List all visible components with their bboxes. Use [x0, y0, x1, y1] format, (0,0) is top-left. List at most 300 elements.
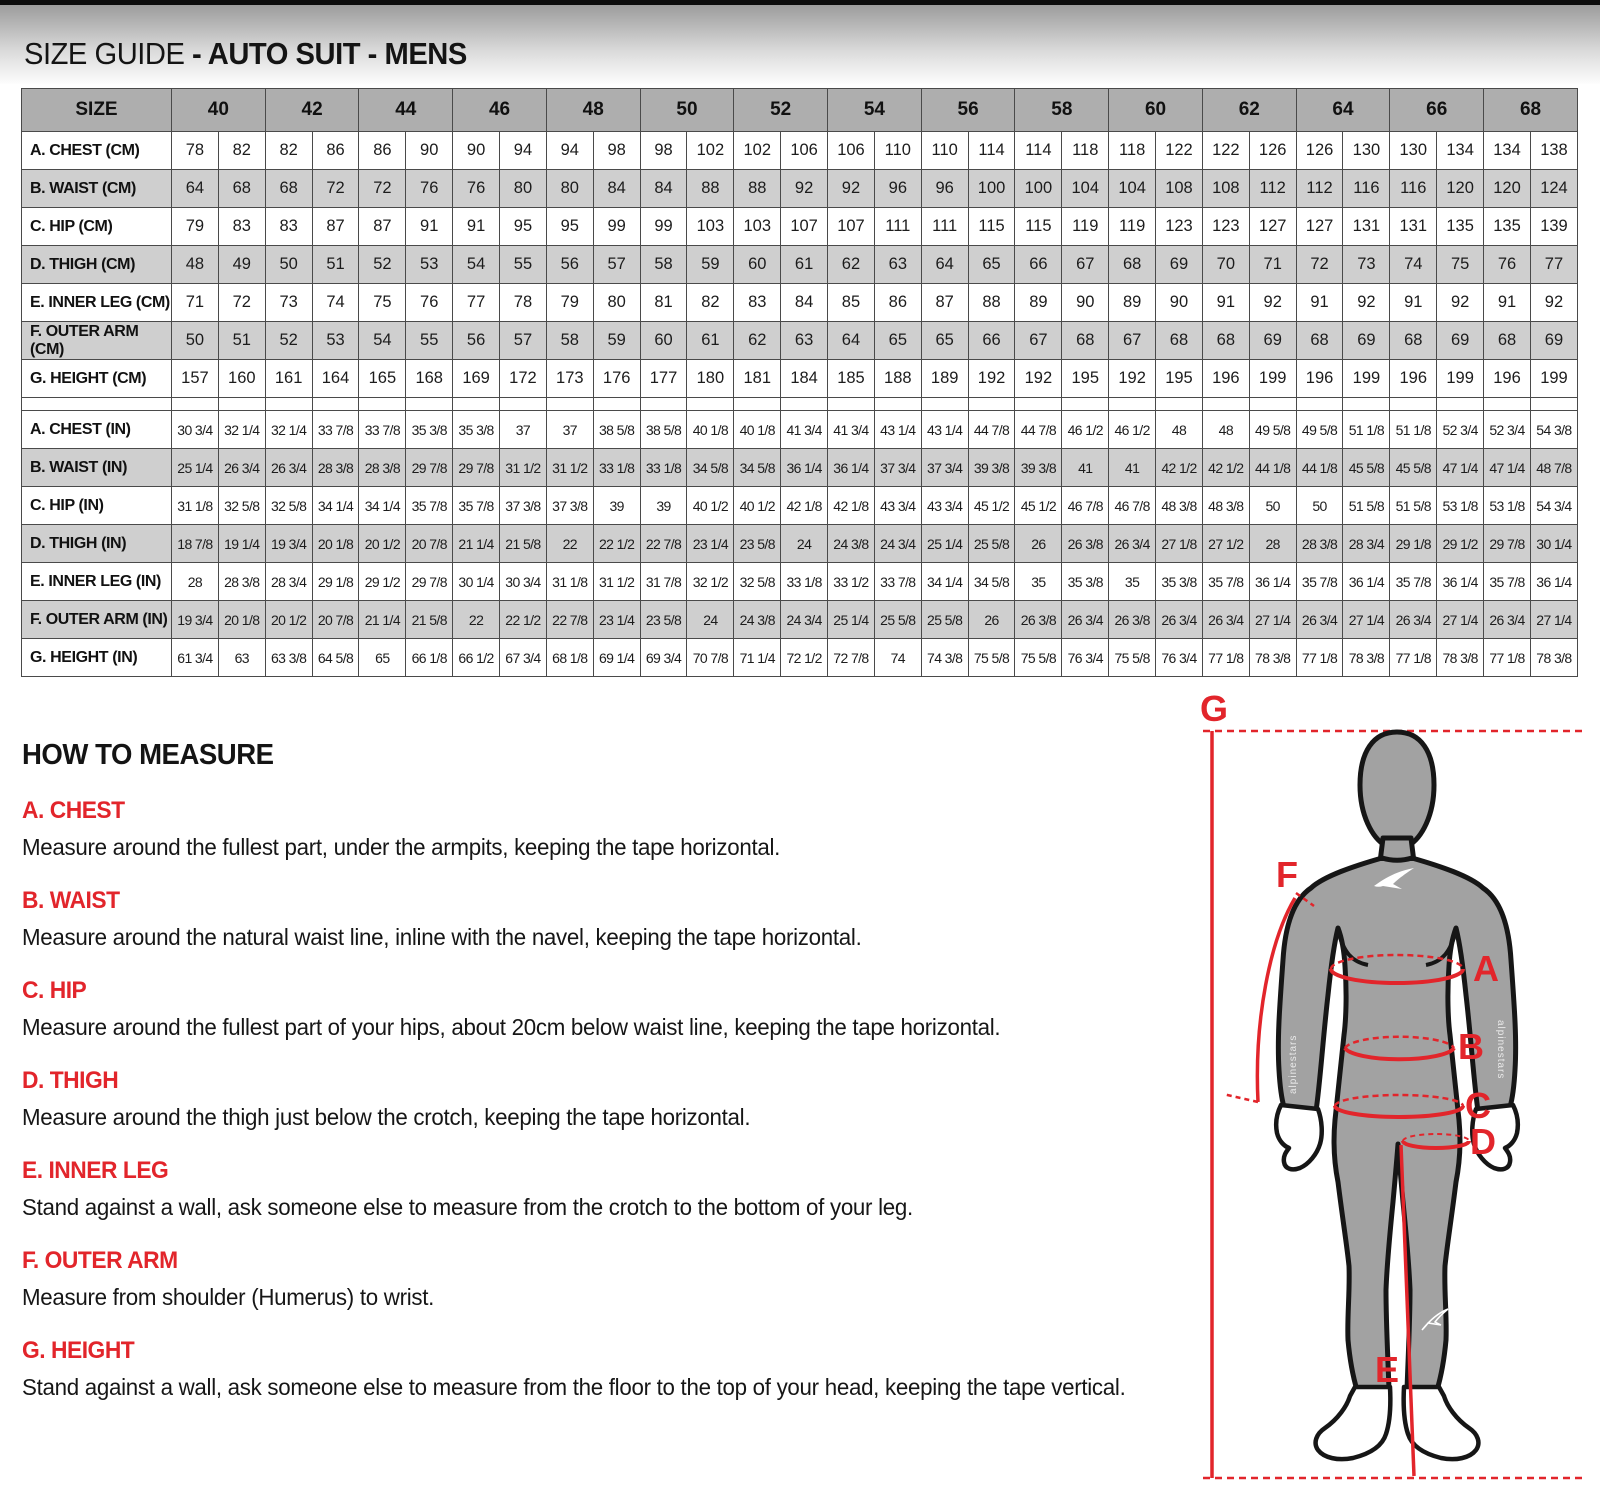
- size-value-cell: 67: [1062, 246, 1109, 284]
- size-value-cell: 49: [218, 246, 265, 284]
- alpinestars-sleeve-text-left: alpinestars: [1288, 1034, 1299, 1094]
- size-value-cell: 76: [406, 170, 453, 208]
- size-value-cell: 35 3/8: [406, 411, 453, 449]
- row-label: E. INNER LEG (CM): [22, 284, 172, 322]
- size-value-cell: 73: [1343, 246, 1390, 284]
- size-value-cell: 78: [172, 132, 219, 170]
- size-value-cell: 24 3/4: [781, 601, 828, 639]
- size-value-cell: 65: [921, 322, 968, 360]
- size-value-cell: 70: [1202, 246, 1249, 284]
- size-table-row: [22, 411, 1578, 449]
- size-value-cell: 88: [734, 170, 781, 208]
- size-value-cell: 75 5/8: [968, 639, 1015, 677]
- size-value-cell: 185: [828, 360, 875, 398]
- size-value-cell: 127: [1296, 208, 1343, 246]
- size-value-cell: 27 1/4: [1437, 601, 1484, 639]
- size-value-cell: 199: [1530, 360, 1577, 398]
- measure-item: [22, 1157, 1182, 1222]
- size-value-cell: 68: [1296, 322, 1343, 360]
- size-value-cell: 45 1/2: [1015, 487, 1062, 525]
- size-value-cell: 180: [687, 360, 734, 398]
- size-value-cell: 83: [218, 208, 265, 246]
- left-boot: [1316, 1387, 1391, 1459]
- size-value-cell: 75 5/8: [1015, 639, 1062, 677]
- size-column-header: 58: [1015, 89, 1109, 132]
- size-value-cell: 64: [921, 246, 968, 284]
- size-value-cell: 54: [453, 246, 500, 284]
- size-value-cell: 104: [1062, 170, 1109, 208]
- measure-item-description: Measure around the thigh just below the crotch, keeping the tape horizontal.: [22, 1104, 751, 1130]
- measure-item-description: Stand against a wall, ask someone else to measure from the floor to the top of your head, keeping the tape vertical.: [22, 1374, 1126, 1400]
- size-value-cell: 42 1/2: [1156, 449, 1203, 487]
- size-value-cell: 30 3/4: [500, 563, 547, 601]
- size-value-cell: 126: [1296, 132, 1343, 170]
- size-value-cell: 107: [781, 208, 828, 246]
- size-value-cell: 74: [312, 284, 359, 322]
- size-value-cell: 35: [1109, 563, 1156, 601]
- size-value-cell: 92: [828, 170, 875, 208]
- size-value-cell: 57: [593, 246, 640, 284]
- size-value-cell: 28 3/4: [265, 563, 312, 601]
- size-value-cell: 60: [640, 322, 687, 360]
- size-value-cell: 82: [687, 284, 734, 322]
- size-value-cell: 91: [1202, 284, 1249, 322]
- size-value-cell: 65: [874, 322, 921, 360]
- size-value-cell: 32 5/8: [218, 487, 265, 525]
- size-value-cell: 77 1/8: [1202, 639, 1249, 677]
- size-value-cell: 46 7/8: [1109, 487, 1156, 525]
- measure-item-heading: D. THIGH: [22, 1067, 119, 1094]
- size-value-cell: 45 5/8: [1343, 449, 1390, 487]
- size-value-cell: 52: [265, 322, 312, 360]
- size-value-cell: 118: [1062, 132, 1109, 170]
- size-value-cell: 40 1/8: [734, 411, 781, 449]
- measure-item-description: Measure from shoulder (Humerus) to wrist.: [22, 1284, 435, 1310]
- size-table-row: [22, 246, 1578, 284]
- size-value-cell: 29 1/2: [1437, 525, 1484, 563]
- size-value-cell: 40 1/2: [734, 487, 781, 525]
- size-column-header: 62: [1202, 89, 1296, 132]
- size-value-cell: 90: [1062, 284, 1109, 322]
- size-value-cell: 35 3/8: [1156, 563, 1203, 601]
- right-boot: [1404, 1387, 1479, 1459]
- size-column-header: 64: [1296, 89, 1390, 132]
- size-value-cell: 57: [500, 322, 547, 360]
- size-value-cell: 37 3/8: [546, 487, 593, 525]
- size-value-cell: 41: [1062, 449, 1109, 487]
- size-value-cell: 19 1/4: [218, 525, 265, 563]
- size-value-cell: 195: [1062, 360, 1109, 398]
- size-value-cell: 74: [1390, 246, 1437, 284]
- size-value-cell: 168: [406, 360, 453, 398]
- size-value-cell: 177: [640, 360, 687, 398]
- size-value-cell: 36 1/4: [1530, 563, 1577, 601]
- size-value-cell: 37 3/4: [874, 449, 921, 487]
- size-value-cell: 28: [172, 563, 219, 601]
- size-value-cell: 195: [1156, 360, 1203, 398]
- size-value-cell: 45 1/2: [968, 487, 1015, 525]
- size-value-cell: 91: [1296, 284, 1343, 322]
- size-value-cell: 196: [1390, 360, 1437, 398]
- size-value-cell: 34 5/8: [968, 563, 1015, 601]
- size-value-cell: 107: [828, 208, 875, 246]
- size-value-cell: 31 1/2: [500, 449, 547, 487]
- size-value-cell: 67: [1015, 322, 1062, 360]
- size-column-header: 44: [359, 89, 453, 132]
- size-value-cell: 85: [828, 284, 875, 322]
- size-value-cell: 192: [1109, 360, 1156, 398]
- size-table-row: [22, 132, 1578, 170]
- figure-label-hip: C: [1465, 1085, 1491, 1126]
- size-value-cell: 39: [593, 487, 640, 525]
- size-value-cell: 61 3/4: [172, 639, 219, 677]
- size-value-cell: 65: [968, 246, 1015, 284]
- size-value-cell: 122: [1202, 132, 1249, 170]
- size-value-cell: 27 1/4: [1343, 601, 1390, 639]
- size-value-cell: 111: [874, 208, 921, 246]
- row-label: B. WAIST (CM): [22, 170, 172, 208]
- size-value-cell: 48: [1156, 411, 1203, 449]
- size-value-cell: 68: [1156, 322, 1203, 360]
- size-value-cell: 172: [500, 360, 547, 398]
- measure-item: [22, 887, 1182, 952]
- measure-item: [22, 797, 1182, 862]
- size-value-cell: 39 3/8: [968, 449, 1015, 487]
- size-value-cell: 28 3/4: [1343, 525, 1390, 563]
- size-value-cell: 21 1/4: [359, 601, 406, 639]
- size-value-cell: 56: [546, 246, 593, 284]
- row-label: E. INNER LEG (IN): [22, 563, 172, 601]
- size-value-cell: 69 1/4: [593, 639, 640, 677]
- size-value-cell: 60: [734, 246, 781, 284]
- size-value-cell: 77: [453, 284, 500, 322]
- size-value-cell: 90: [406, 132, 453, 170]
- size-column-header: 66: [1390, 89, 1484, 132]
- size-value-cell: 34 5/8: [687, 449, 734, 487]
- size-value-cell: 98: [640, 132, 687, 170]
- measure-item-heading: G. HEIGHT: [22, 1337, 135, 1364]
- size-value-cell: 71: [172, 284, 219, 322]
- size-value-cell: 76: [1484, 246, 1531, 284]
- size-value-cell: 67: [1109, 322, 1156, 360]
- row-label: A. CHEST (IN): [22, 411, 172, 449]
- size-value-cell: 72 1/2: [781, 639, 828, 677]
- size-value-cell: 53: [312, 322, 359, 360]
- size-value-cell: 48 7/8: [1530, 449, 1577, 487]
- figure-head: [1360, 732, 1434, 846]
- size-value-cell: 23 1/4: [687, 525, 734, 563]
- size-value-cell: 189: [921, 360, 968, 398]
- outer-arm-dashed-bottom: [1223, 1094, 1258, 1102]
- size-value-cell: 69: [1530, 322, 1577, 360]
- size-value-cell: 94: [546, 132, 593, 170]
- size-value-cell: 96: [874, 170, 921, 208]
- size-value-cell: 82: [265, 132, 312, 170]
- size-value-cell: 22: [546, 525, 593, 563]
- size-value-cell: 19 3/4: [265, 525, 312, 563]
- size-value-cell: 99: [593, 208, 640, 246]
- size-value-cell: 41: [1109, 449, 1156, 487]
- size-column-header: 56: [921, 89, 1015, 132]
- size-value-cell: 27 1/2: [1202, 525, 1249, 563]
- size-value-cell: 110: [874, 132, 921, 170]
- measure-item: [22, 1337, 1182, 1402]
- size-value-cell: 22 1/2: [593, 525, 640, 563]
- size-value-cell: 75: [359, 284, 406, 322]
- size-value-cell: 169: [453, 360, 500, 398]
- size-value-cell: 32 1/2: [687, 563, 734, 601]
- size-value-cell: 50: [172, 322, 219, 360]
- size-value-cell: 39 3/8: [1015, 449, 1062, 487]
- size-value-cell: 79: [546, 284, 593, 322]
- size-value-cell: 48: [172, 246, 219, 284]
- size-value-cell: 68: [1202, 322, 1249, 360]
- size-value-cell: 72: [312, 170, 359, 208]
- size-value-cell: 22: [453, 601, 500, 639]
- measure-item-description: Measure around the fullest part of your hips, about 20cm below waist line, keeping the tape horizontal.: [22, 1014, 1001, 1040]
- size-value-cell: 26 3/4: [1062, 601, 1109, 639]
- size-column-header: 42: [265, 89, 359, 132]
- row-label: B. WAIST (IN): [22, 449, 172, 487]
- size-value-cell: 26 3/8: [1109, 601, 1156, 639]
- size-value-cell: 69: [1249, 322, 1296, 360]
- size-value-cell: 82: [218, 132, 265, 170]
- size-value-cell: 66 1/2: [453, 639, 500, 677]
- size-value-cell: 34 1/4: [921, 563, 968, 601]
- size-value-cell: 135: [1437, 208, 1484, 246]
- size-value-cell: 37: [500, 411, 547, 449]
- size-value-cell: 98: [593, 132, 640, 170]
- size-value-cell: 124: [1530, 170, 1577, 208]
- size-value-cell: 160: [218, 360, 265, 398]
- size-table-row: [22, 601, 1578, 639]
- size-value-cell: 63: [218, 639, 265, 677]
- size-value-cell: 64: [828, 322, 875, 360]
- size-value-cell: 29 7/8: [1484, 525, 1531, 563]
- size-value-cell: 131: [1390, 208, 1437, 246]
- size-table-row: [22, 563, 1578, 601]
- size-value-cell: 25 1/4: [921, 525, 968, 563]
- measurement-figure: [1192, 690, 1594, 1496]
- size-table-row: [22, 170, 1578, 208]
- size-value-cell: 111: [921, 208, 968, 246]
- size-value-cell: 35 7/8: [406, 487, 453, 525]
- size-value-cell: 199: [1343, 360, 1390, 398]
- size-value-cell: 71 1/4: [734, 639, 781, 677]
- size-value-cell: 106: [828, 132, 875, 170]
- size-value-cell: 86: [359, 132, 406, 170]
- size-value-cell: 36 1/4: [1437, 563, 1484, 601]
- size-value-cell: 68: [1484, 322, 1531, 360]
- size-value-cell: 86: [312, 132, 359, 170]
- size-value-cell: 24 3/4: [874, 525, 921, 563]
- size-value-cell: 165: [359, 360, 406, 398]
- row-label: D. THIGH (CM): [22, 246, 172, 284]
- size-column-header: 54: [828, 89, 922, 132]
- figure-label-waist: B: [1458, 1026, 1484, 1067]
- size-value-cell: 47 1/4: [1437, 449, 1484, 487]
- size-value-cell: 44 7/8: [1015, 411, 1062, 449]
- how-to-measure-section: [22, 739, 1182, 1402]
- size-value-cell: 92: [781, 170, 828, 208]
- size-value-cell: 89: [1015, 284, 1062, 322]
- size-value-cell: 47 1/4: [1484, 449, 1531, 487]
- size-corner-header: SIZE: [22, 89, 172, 132]
- size-value-cell: 54 3/8: [1530, 411, 1577, 449]
- size-value-cell: 196: [1202, 360, 1249, 398]
- size-value-cell: 49 5/8: [1249, 411, 1296, 449]
- size-value-cell: 72 7/8: [828, 639, 875, 677]
- size-value-cell: 56: [453, 322, 500, 360]
- size-column-header: 52: [734, 89, 828, 132]
- size-value-cell: 23 5/8: [734, 525, 781, 563]
- size-value-cell: 51 5/8: [1390, 487, 1437, 525]
- size-value-cell: 35 3/8: [453, 411, 500, 449]
- size-value-cell: 119: [1062, 208, 1109, 246]
- size-table-row: [22, 525, 1578, 563]
- size-value-cell: 19 3/4: [172, 601, 219, 639]
- size-value-cell: 37: [546, 411, 593, 449]
- size-value-cell: 108: [1202, 170, 1249, 208]
- size-value-cell: 70 7/8: [687, 639, 734, 677]
- size-value-cell: 83: [265, 208, 312, 246]
- size-value-cell: 53 1/8: [1437, 487, 1484, 525]
- size-column-header: 50: [640, 89, 734, 132]
- size-value-cell: 77 1/8: [1484, 639, 1531, 677]
- size-value-cell: 32 5/8: [265, 487, 312, 525]
- size-value-cell: 69: [1156, 246, 1203, 284]
- size-value-cell: 77 1/8: [1296, 639, 1343, 677]
- size-value-cell: 29 7/8: [406, 449, 453, 487]
- measure-item: [22, 1247, 1182, 1312]
- row-label: F. OUTER ARM (CM): [22, 322, 172, 360]
- size-column-header: 68: [1484, 89, 1578, 132]
- size-value-cell: 78: [500, 284, 547, 322]
- size-value-cell: 73: [265, 284, 312, 322]
- size-value-cell: 77: [1530, 246, 1577, 284]
- size-value-cell: 51: [218, 322, 265, 360]
- row-label: C. HIP (CM): [22, 208, 172, 246]
- size-value-cell: 96: [921, 170, 968, 208]
- size-value-cell: 26 3/4: [1296, 601, 1343, 639]
- size-value-cell: 33 1/8: [781, 563, 828, 601]
- size-value-cell: 36 1/4: [1249, 563, 1296, 601]
- size-value-cell: 94: [500, 132, 547, 170]
- size-value-cell: 27 1/4: [1530, 601, 1577, 639]
- row-label: F. OUTER ARM (IN): [22, 601, 172, 639]
- size-value-cell: 26 3/4: [1390, 601, 1437, 639]
- size-value-cell: 157: [172, 360, 219, 398]
- size-value-cell: 68: [265, 170, 312, 208]
- size-value-cell: 30 1/4: [453, 563, 500, 601]
- size-value-cell: 68: [218, 170, 265, 208]
- size-value-cell: 29 7/8: [453, 449, 500, 487]
- size-value-cell: 130: [1390, 132, 1437, 170]
- size-value-cell: 61: [781, 246, 828, 284]
- size-value-cell: 72: [218, 284, 265, 322]
- size-value-cell: 29 1/8: [312, 563, 359, 601]
- size-value-cell: 34 1/4: [312, 487, 359, 525]
- size-value-cell: 24: [687, 601, 734, 639]
- row-label: G. HEIGHT (CM): [22, 360, 172, 398]
- figure-label-inner-leg: E: [1375, 1349, 1400, 1390]
- size-value-cell: 126: [1249, 132, 1296, 170]
- size-value-cell: 31 1/8: [546, 563, 593, 601]
- measure-items-list: [22, 797, 1182, 1402]
- size-value-cell: 135: [1484, 208, 1531, 246]
- size-value-cell: 62: [734, 322, 781, 360]
- size-value-cell: 181: [734, 360, 781, 398]
- size-value-cell: 37 3/8: [500, 487, 547, 525]
- size-value-cell: 27 1/4: [1249, 601, 1296, 639]
- size-value-cell: 91: [1484, 284, 1531, 322]
- size-column-header: 60: [1109, 89, 1203, 132]
- size-value-cell: 35 3/8: [1062, 563, 1109, 601]
- size-value-cell: 59: [593, 322, 640, 360]
- size-value-cell: 104: [1109, 170, 1156, 208]
- size-table-row: [22, 487, 1578, 525]
- size-value-cell: 110: [921, 132, 968, 170]
- size-value-cell: 29 1/2: [359, 563, 406, 601]
- size-value-cell: 90: [453, 132, 500, 170]
- size-value-cell: 35 7/8: [453, 487, 500, 525]
- size-value-cell: 120: [1484, 170, 1531, 208]
- size-value-cell: 92: [1343, 284, 1390, 322]
- size-value-cell: 31 1/8: [172, 487, 219, 525]
- size-value-cell: 68: [1390, 322, 1437, 360]
- size-value-cell: 25 1/4: [172, 449, 219, 487]
- measure-item-heading: F. OUTER ARM: [22, 1247, 178, 1274]
- size-value-cell: 199: [1437, 360, 1484, 398]
- size-value-cell: 62: [828, 246, 875, 284]
- size-value-cell: 78 3/8: [1343, 639, 1390, 677]
- size-value-cell: 44 1/8: [1296, 449, 1343, 487]
- size-value-cell: 130: [1343, 132, 1390, 170]
- size-value-cell: 52 3/4: [1437, 411, 1484, 449]
- size-value-cell: 43 1/4: [921, 411, 968, 449]
- size-value-cell: 87: [359, 208, 406, 246]
- size-value-cell: 69: [1437, 322, 1484, 360]
- size-value-cell: 25 5/8: [874, 601, 921, 639]
- size-value-cell: 38 5/8: [593, 411, 640, 449]
- size-value-cell: 34 5/8: [734, 449, 781, 487]
- size-value-cell: 33 7/8: [312, 411, 359, 449]
- size-value-cell: 42 1/8: [828, 487, 875, 525]
- size-value-cell: 53 1/8: [1484, 487, 1531, 525]
- size-value-cell: 46 7/8: [1062, 487, 1109, 525]
- size-value-cell: 35 7/8: [1484, 563, 1531, 601]
- size-value-cell: 76 3/4: [1156, 639, 1203, 677]
- size-value-cell: 26 3/4: [1484, 601, 1531, 639]
- size-value-cell: 55: [406, 322, 453, 360]
- size-value-cell: 29 1/8: [1390, 525, 1437, 563]
- size-value-cell: 161: [265, 360, 312, 398]
- size-value-cell: 102: [687, 132, 734, 170]
- size-value-cell: 20 1/2: [359, 525, 406, 563]
- size-value-cell: 22 7/8: [546, 601, 593, 639]
- row-label: A. CHEST (CM): [22, 132, 172, 170]
- size-value-cell: 192: [1015, 360, 1062, 398]
- size-value-cell: 41 3/4: [781, 411, 828, 449]
- size-value-cell: 173: [546, 360, 593, 398]
- size-value-cell: 43 3/4: [921, 487, 968, 525]
- size-value-cell: 48 3/8: [1202, 487, 1249, 525]
- size-value-cell: 87: [312, 208, 359, 246]
- size-value-cell: 32 1/4: [218, 411, 265, 449]
- size-value-cell: 115: [1015, 208, 1062, 246]
- size-value-cell: 119: [1109, 208, 1156, 246]
- size-value-cell: 95: [546, 208, 593, 246]
